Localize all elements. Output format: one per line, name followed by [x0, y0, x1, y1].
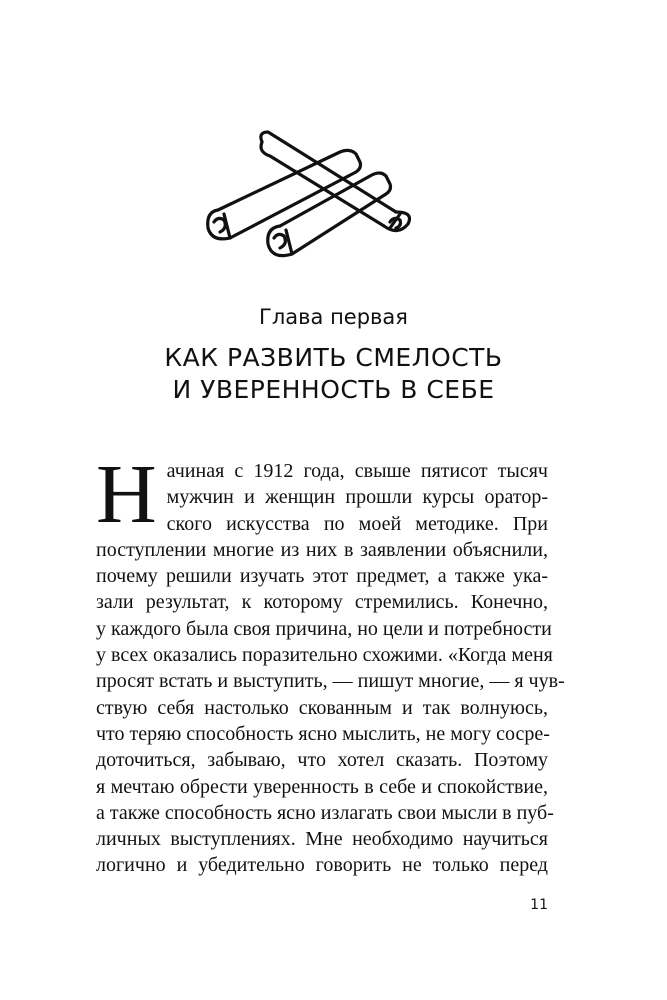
body-line: зали результат, к которому стремились. Конечно,	[96, 591, 548, 614]
page-number: 11	[530, 897, 548, 913]
body-line: а также способность ясно излагать свои мысли в пуб-	[96, 801, 554, 824]
body-line: логично и убедительно говорить не только перед	[96, 854, 548, 877]
chapter-title	[0, 342, 667, 406]
body-line: поступлении многие из них в заявлении объяснили,	[96, 538, 548, 561]
body-line: у каждого была своя причина, но цели и потребности	[96, 617, 552, 640]
body-line: ствую себя настолько скованным и так волнуюсь,	[96, 696, 548, 719]
drop-cap: Н	[96, 448, 157, 541]
body-line: ского искусства по моей методике. При	[166, 512, 548, 535]
body-line: просят встать и выступить, — пишут многие, — я чув-	[96, 670, 565, 693]
body-line: личных выступлениях. Мне необходимо научиться	[96, 828, 548, 851]
body-line: у всех оказались поразительно схожими. «Когда меня	[96, 644, 553, 667]
chapter-label: Глава первая	[259, 305, 408, 329]
body-line: ачиная с 1912 года, свыше пятисот тысяч	[166, 460, 548, 482]
body-line: мужчин и женщин прошли курсы оратор-	[166, 486, 548, 509]
cinnamon-sticks-icon	[200, 128, 430, 268]
chapter-title-line: КАК РАЗВИТЬ СМЕЛОСТЬ	[164, 343, 503, 372]
body-line: что теряю способность ясно мыслить, не могу сосре-	[96, 722, 550, 745]
body-line: доточиться, забываю, что хотел сказать. Поэтому	[96, 749, 548, 772]
body-line: я мечтаю обрести уверенность в себе и спокойствие,	[96, 775, 548, 798]
body-line: почему решили изучать этот предмет, а также ука-	[96, 565, 548, 588]
chapter-title-line: И УВЕРЕННОСТЬ В СЕБЕ	[172, 375, 495, 404]
body-text	[96, 448, 565, 879]
